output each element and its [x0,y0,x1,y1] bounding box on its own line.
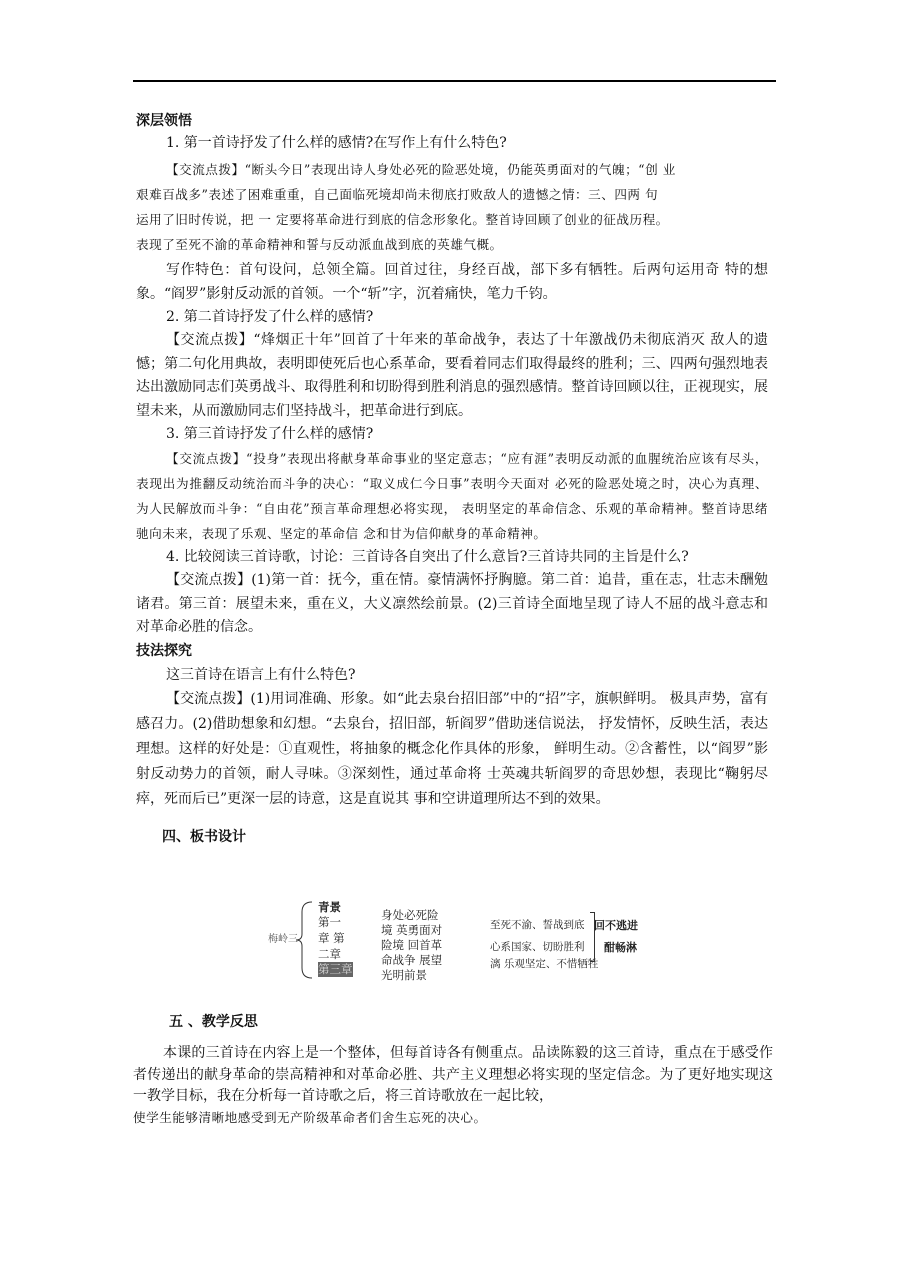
answer-1 [136,157,768,182]
reflection-section [133,1014,773,1128]
question-4: 4. 比较阅读三首诗歌，讨论：三首诗各自突出了什么意旨?三首诗共同的主旨是什么? [166,549,689,565]
section-heading-technique: 技法探究 [136,642,192,659]
answer-1-style: 写作特色：首句设问，总领全篇。回首过往，身经百战，部下多有牺牲。后两句运用奇 特的想象。“阎罗”影射反动派的首领。一个“斩”字，沉着痛快，笔力千钧。 [136,262,768,302]
board-chapter: 第一 [318,915,341,929]
answer-1-line: 艰难百战多”表述了困难重重，自己面临死境却尚未彻底打败敌人的遗憾之情：三、四两 句 [136,187,659,202]
reflection-text: 本课的三首诗在内容上是一个整体，但每首诗各有侧重点。品读陈毅的这三首诗，重点在于感受作者传递出的献身革命的崇高精神和对革命必胜、共产主义理想必将实现的坚定信念。为了更好地实现这一教学目标，我在分析每一首诗歌之后，将三首诗歌放在一起比较， [133,1045,773,1104]
section-heading-deep: 深层领悟 [136,113,192,129]
board-theme: 酣畅淋 [604,941,637,954]
question-3: 3. 第三首诗抒发了什么样的感情? [166,426,374,442]
board-theme: 至死不渝、誓战到底 [490,919,585,931]
board-left-label: 梅岭三 [268,934,298,945]
board-chapter: 章 第 [318,931,345,945]
answer-1-line: 【交流点拨】“断头今日”表现出诗人身处必死的险恶处境，仍能英勇面对的气魄；“创 业 [166,162,676,177]
answer-1-line: 表现了至死不渝的革命精神和誓与反动派血战到底的英雄气概。 [136,237,503,252]
reflection-last-line: 使学生能够清晰地感受到无产阶级革命者们舍生忘死的决心。 [133,1109,487,1125]
board-content: 境 英勇面对 [381,923,443,937]
technique-answer: 【交流点拨】(1)用词准确、形象。如“此去泉台招旧部”中的“招”字，旗帜鲜明。 极具声势，富有感召力。(2)借助想象和幻想。“去泉台，招旧部，斩阎罗”借助迷信说法， 抒发情怀，反映生活，表达理想。这样的好处是：①直观性，将抽象的概念化作具体的形象， 鲜明生动。②含蓄性，以“阎罗”影射反动势力的首领，耐人寻味。③深刻性，通过革命将 士英魂共斩阎罗的奇思妙想，表现比“鞠躬尽瘁，死而后已”更深一层的诗意，这是直说其 事和空讲道理所达不到的效果。 [136,690,768,807]
answer-4: 【交流点拨】(1)第一首：抚今，重在情。豪情满怀抒胸臆。第二首：追昔，重在志，壮志未酬勉诸君。第三首：展望未来，重在义，大义凛然绘前景。(2)三首诗全面地呈现了诗人不屈的战斗意志和对革命必胜的信念。 [136,572,768,635]
board-chapter: 二章 [318,947,341,961]
section-heading-reflection: 五 、教学反思 [169,1014,258,1030]
top-rule [133,80,776,82]
question-1: 1. 第一首诗抒发了什么样的感情?在写作上有什么特色? [166,135,507,151]
question-2: 2. 第二首诗抒发了什么样的感情? [166,309,374,325]
section-heading-board: 四、板书设计 [162,828,246,845]
board-content: 命战争 展望 [381,953,443,967]
board-bracket [590,912,595,962]
board-content: 光明前景 [381,968,427,982]
board-content: 险境 回首革 [381,938,443,952]
board-theme: 心系国家、切盼胜利 [490,941,585,953]
answer-1-line: 运用了旧时传说，把 一 定要将革命进行到底的信念形象化。整首诗回顾了创业的征战历程。 [136,212,669,227]
document-body [136,110,768,846]
board-content: 身处必死险 [381,908,439,922]
board-chapter: 青景 [318,900,341,914]
answer-3: 【交流点拨】“投身”表现出将献身革命事业的坚定意志；“应有涯”表明反动派的血腥统治应该有尽头，表现出为推翻反动统治而斗争的决心：“取义成仁今日事”表明今天面对 必死的险恶处境之时，决心为真理、为人民解放而斗争：“自由花”预言革命理想必将实现， 表明坚定的革命信念、乐观的革命精神。整首诗思绪驰向未来，表现了乐观、坚定的革命信 念和甘为信仰献身的革命精神。 [136,451,768,541]
board-theme: 漓 乐观坚定、不惜牺牲 [490,958,599,970]
technique-question: 这三首诗在语言上有什么特色? [166,666,356,683]
board-theme: 回不逃进 [594,919,638,932]
answer-2: 【交流点拨】“烽烟正十年”回首了十年来的革命战争，表达了十年激战仍未彻底消灭 敌人的遗憾；第二句化用典故，表明即使死后也心系革命，要看着同志们取得最终的胜利；三、四两句强烈地表达出激励同志们英勇战斗、取得胜利和切盼得到胜利消息的强烈感情。整首诗回顾以往，正视现实，展望未来，从而激励同志们坚持战斗，把革命进行到底。 [136,332,768,419]
board-design-diagram [268,900,648,990]
answer-1-rest [136,182,768,257]
brace-icon [294,900,314,980]
board-chapter: 第三章 [318,962,353,976]
